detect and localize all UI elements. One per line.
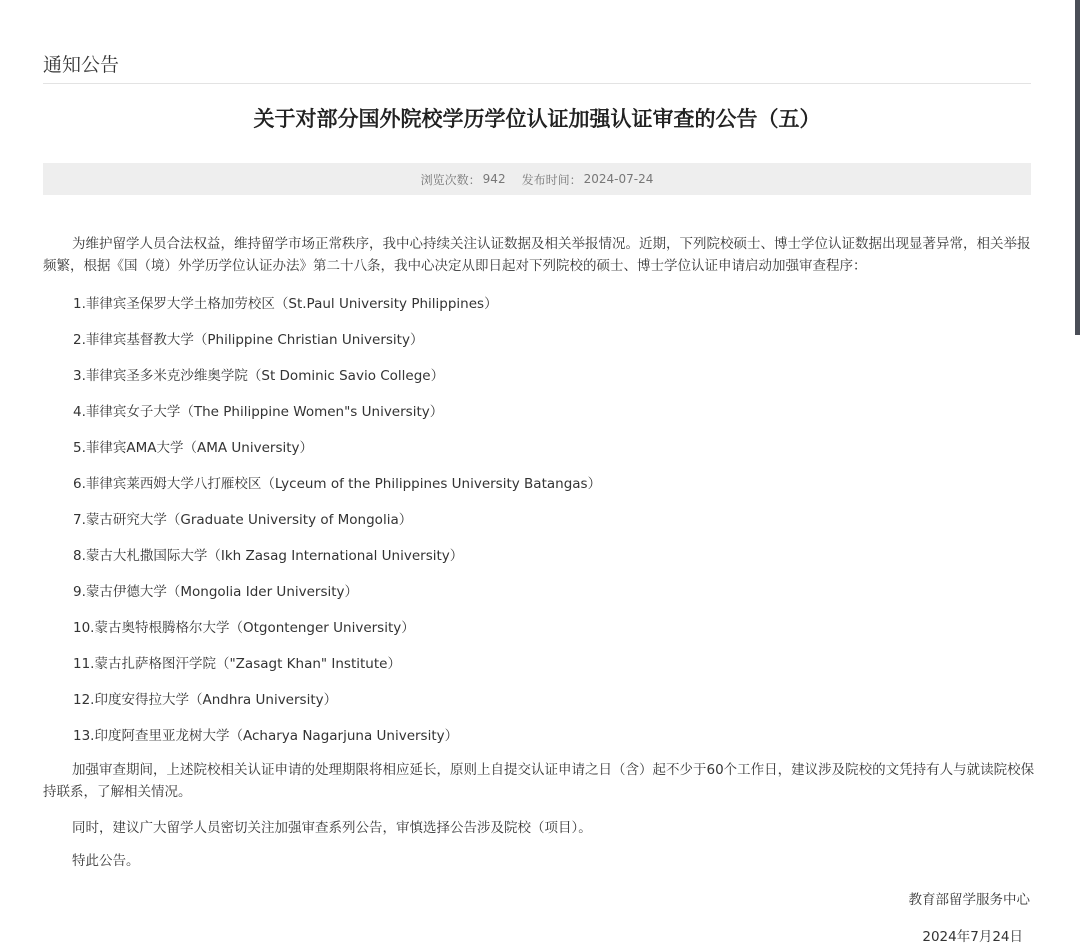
institution-item: 7.蒙古研究大学（Graduate University of Mongolia） — [73, 512, 413, 528]
institution-item: 10.蒙古奥特根腾格尔大学（Otgontenger University） — [73, 620, 415, 636]
intro-paragraph: 为维护留学人员合法权益，维持留学市场正常秩序，我中心持续关注认证数据及相关举报情况。近期，下列院校硕士、博士学位认证数据出现显著异常，相关举报频繁，根据《国（境）外学历学位认证办法》第二十八条，我中心决定从即日起对下列院校的硕士、博士学位认证申请启动加强审查程序： — [43, 236, 1031, 274]
institution-item: 8.蒙古大札撒国际大学（Ikh Zasag International University） — [73, 548, 464, 564]
meta-bar — [43, 163, 1031, 195]
institution-item: 1.菲律宾圣保罗大学土格加劳校区（St.Paul University Philippines） — [73, 296, 498, 312]
institution-item: 5.菲律宾AMA大学（AMA University） — [73, 440, 314, 456]
scrollbar[interactable] — [1075, 0, 1080, 335]
institution-item: 3.菲律宾圣多米克沙维奥学院（St Dominic Savio College） — [73, 368, 445, 384]
extension-paragraph: 加强审查期间，上述院校相关认证申请的处理期限将相应延长，原则上自提交认证申请之日（含）起不少于60个工作日，建议涉及院校的文凭持有人与就读院校保持联系，了解相关情况。 — [43, 762, 1035, 800]
views-count: 942 — [482, 172, 506, 186]
closing-paragraph: 特此公告。 — [72, 853, 140, 869]
institution-item: 9.蒙古伊德大学（Mongolia Ider University） — [73, 584, 359, 600]
institution-item: 13.印度阿查里亚龙树大学（Acharya Nagarjuna University） — [73, 728, 459, 744]
institution-item: 2.菲律宾基督教大学（Philippine Christian University） — [73, 332, 424, 348]
institution-item: 6.菲律宾莱西姆大学八打雁校区（Lyceum of the Philippines University Batangas） — [73, 476, 602, 492]
institution-item: 11.蒙古扎萨格图汗学院（"Zasagt Khan" Institute） — [73, 656, 401, 672]
date-label: 发布时间： — [521, 172, 582, 187]
institution-item: 12.印度安得拉大学（Andhra University） — [73, 692, 338, 708]
divider — [43, 83, 1031, 84]
views-label: 浏览次数： — [420, 172, 481, 187]
signature-org: 教育部留学服务中心 — [908, 892, 1030, 908]
advice-paragraph: 同时，建议广大留学人员密切关注加强审查系列公告，审慎选择公告涉及院校（项目）。 — [72, 820, 592, 836]
institution-item: 4.菲律宾女子大学（The Philippine Women"s University） — [73, 404, 444, 420]
publish-date: 2024-07-24 — [583, 172, 654, 186]
section-label: 通知公告 — [43, 54, 120, 76]
page-title: 关于对部分国外院校学历学位认证加强认证审查的公告（五） — [253, 107, 821, 131]
signature-date: 2024年7月24日 — [922, 929, 1023, 945]
